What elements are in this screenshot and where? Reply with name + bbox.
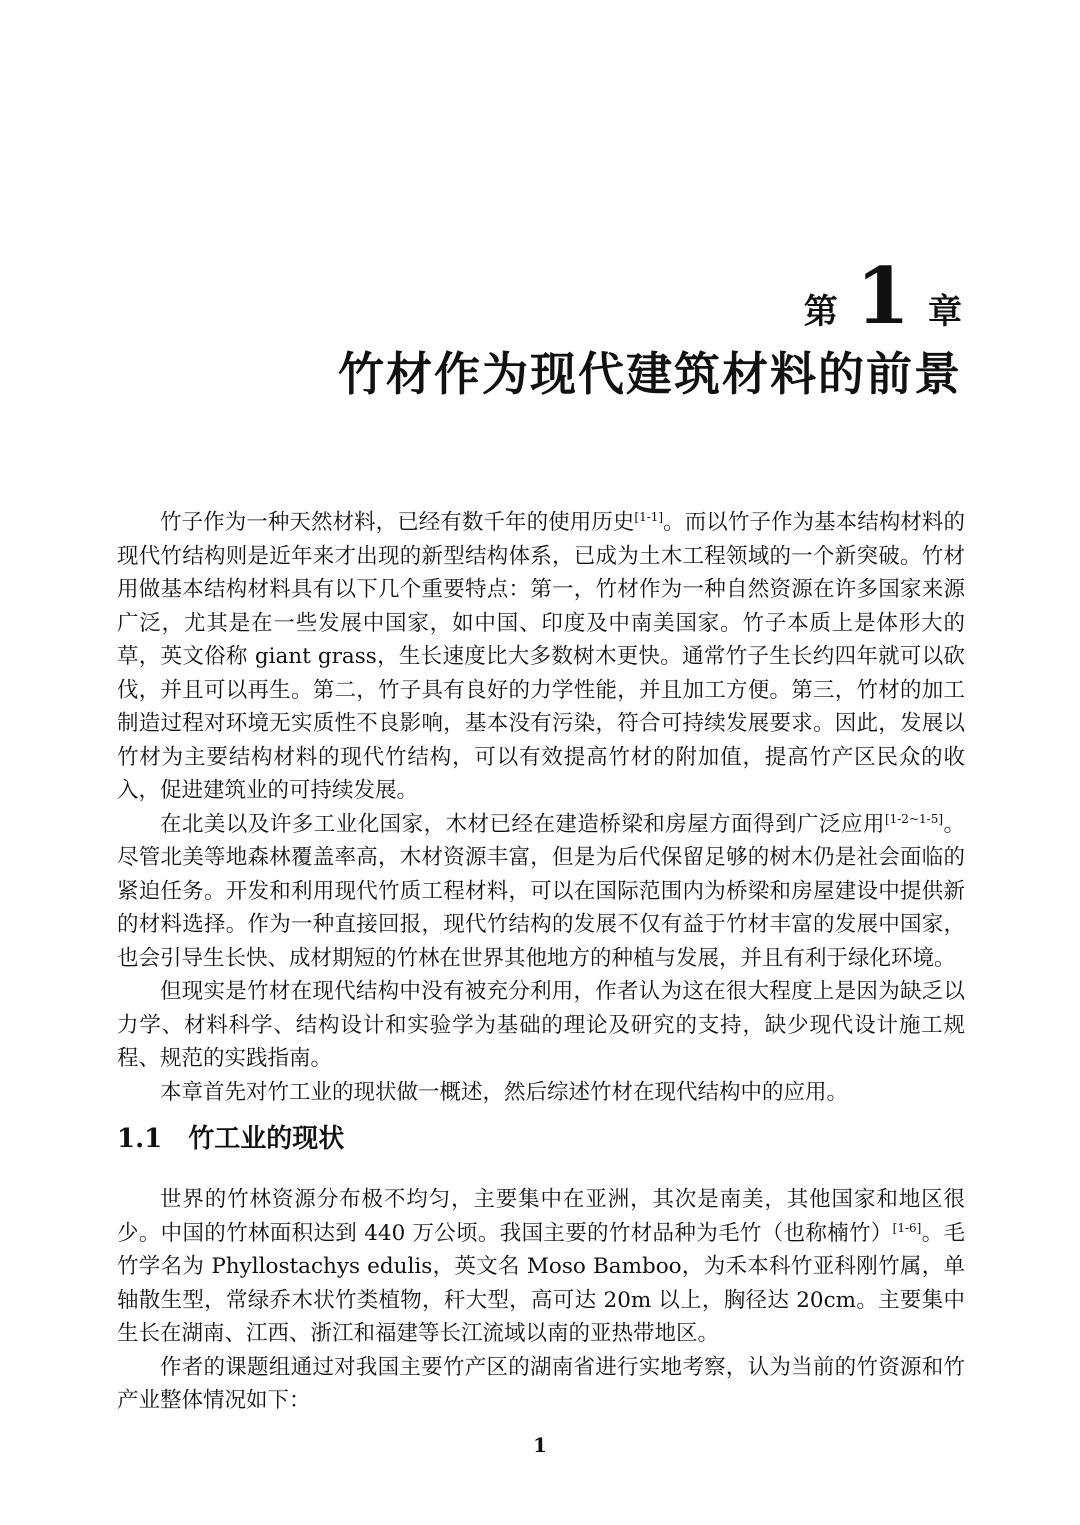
paragraph: 作者的课题组通过对我国主要竹产区的湖南省进行实地考察，认为当前的竹资源和竹产业整体情况如下： <box>117 1354 965 1413</box>
chapter-prefix: 第 <box>803 292 838 332</box>
section-title: 竹工业的现状 <box>188 1124 345 1154</box>
chapter-title: 竹材作为现代建筑材料的前景 <box>338 347 962 401</box>
page-number: 1 <box>533 1433 547 1457</box>
citation: [1-1] <box>634 509 664 524</box>
paragraph: 在北美以及许多工业化国家，木材已经在建造桥梁和房屋方面得到广泛应用[1-2~1-5]。尽管北美等地森林覆盖率高，木材资源丰富，但是为后代保留足够的树木仍是社会面临的紧迫任务。开发和利用现代竹质工程材料，可以在国际范围内为桥梁和房屋建设中提供新的材料选择。作为一种直接回报，现代竹结构的发展不仅有益于竹材丰富的发展中国家，也会引导生长快、成材期短的竹林在世界其他地方的种植与发展，并且有利于绿化环境。 <box>117 811 965 971</box>
citation: [1-6] <box>892 1220 922 1235</box>
intro-text <box>117 506 965 1109</box>
paragraph: 本章首先对竹工业的现状做一概述，然后综述竹材在现代结构中的应用。 <box>160 1079 849 1105</box>
paragraph: 但现实是竹材在现代结构中没有被充分利用，作者认为这在很大程度上是因为缺乏以力学、材料科学、结构设计和实验学为基础的理论及研究的支持，缺少现代设计施工规程、规范的实践指南。 <box>117 979 965 1071</box>
section-text <box>117 1183 965 1418</box>
chapter-number: 1 <box>855 251 910 342</box>
chapter-label <box>803 251 962 342</box>
paragraph: 世界的竹林资源分布极不均匀，主要集中在亚洲，其次是南美，其他国家和地区很少。中国的竹林面积达到 440 万公顷。我国主要的竹材品种为毛竹（也称楠竹）[1-6]。毛竹学名为 Phyllostachys edulis，英文名 Moso Bamboo，为禾本科竹亚科刚竹属，单轴散生型，常绿乔木状竹类植物，秆大型，高可达 20m 以上，胸径达 20cm。主要集中生长在湖南、江西、浙江和福建等长江流域以南的亚热带地区。 <box>117 1187 965 1346</box>
section-number: 1.1 <box>117 1124 163 1154</box>
citation: [1-2~1-5] <box>884 811 944 826</box>
chapter-suffix: 章 <box>928 292 962 332</box>
paragraph: 竹子作为一种天然材料，已经有数千年的使用历史[1-1]。而以竹子作为基本结构材料的现代竹结构则是近年来才出现的新型结构体系，已成为土木工程领域的一个新突破。竹材用做基本结构材料具有以下几个重要特点：第一，竹材作为一种自然资源在许多国家来源广泛，尤其是在一些发展中国家，如中国、印度及中南美国家。竹子本质上是体形大的草，英文俗称 giant grass，生长速度比大多数树木更快。通常竹子生长约四年就可以砍伐，并且可以再生。第二，竹子具有良好的力学性能，并且加工方便。第三，竹材的加工制造过程对环境无实质性不良影响，基本没有污染，符合可持续发展要求。因此，发展以竹材为主要结构材料的现代竹结构，可以有效提高竹材的附加值，提高竹产区民众的收入，促进建筑业的可持续发展。 <box>117 509 965 803</box>
section-heading <box>117 1118 344 1155</box>
